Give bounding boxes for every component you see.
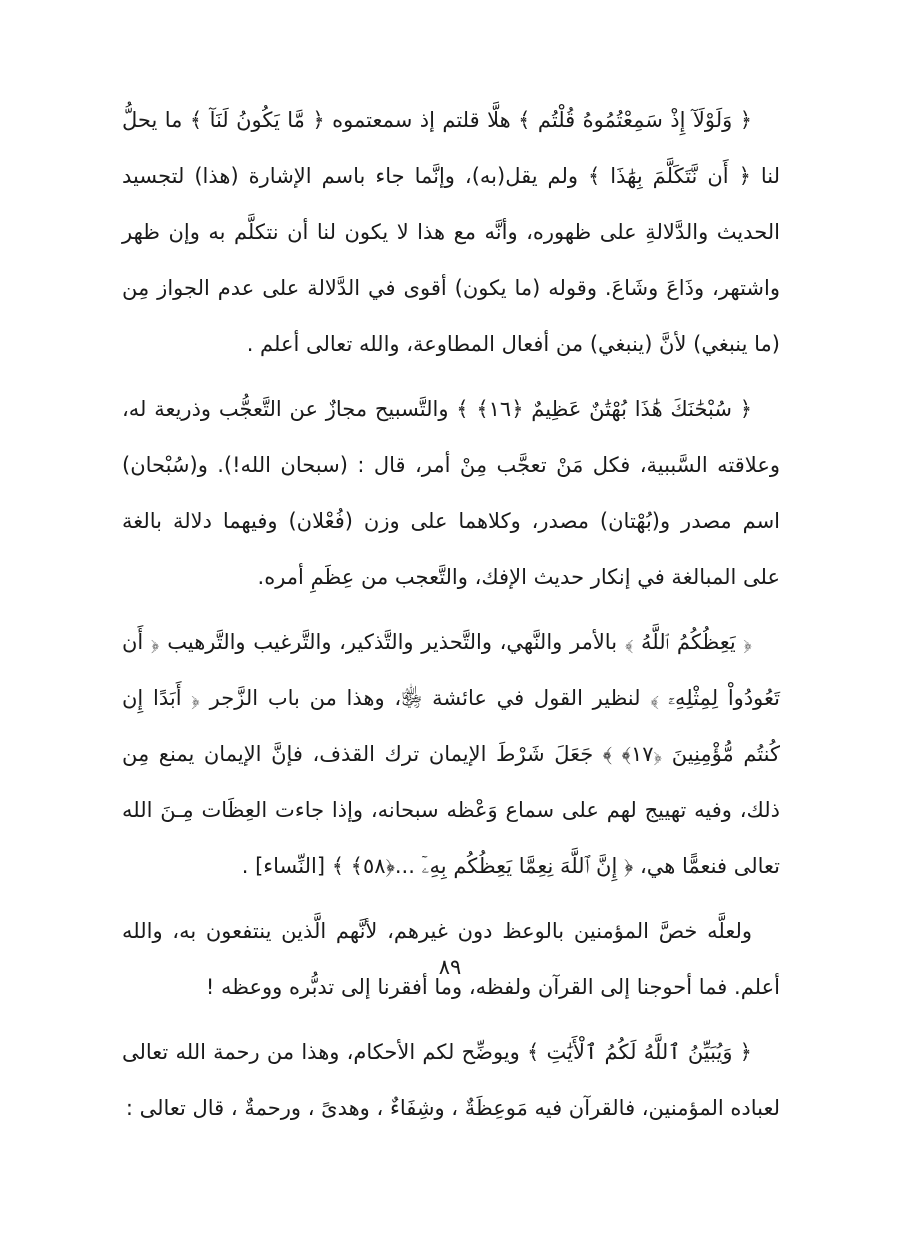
page-body: [122, 92, 780, 1136]
paragraph-1: ﴿ وَلَوْلَآ إِذْ سَمِعْتُمُوهُ قُلْتُم ﴾ هلَّا قلتم إذ سمعتموه ﴿ مَّا يَكُونُ لَنَآ ﴾ ما يحلُّ لنا ﴿ أَن نَّتَكَلَّمَ بِهَٰذَا ﴾ ولم يقل(به)، وإنَّما جاء باسم الإشارة (هذا) لتجسيد الحديث والدَّلالةِ على ظهوره، وأنَّه مع هذا لا يكون لنا أن نتكلَّم به وإن ظهر واشتهر، وذَاعَ وشَاعَ. وقوله (ما يكون) أقوى في الدَّلالة على عدم الجواز مِن (ما ينبغي) لأنَّ (ينبغي) من أفعال المطاوعة، والله تعالى أعلم .: [122, 108, 780, 356]
paragraph-4: ولعلَّه خصَّ المؤمنين بالوعظ دون غيرهم، لأنَّهم الَّذين ينتفعون به، والله أعلم. فما أحوجنا إلى القرآن ولفظه، وما أفقرنا إلى تدبُّره ووعظه !: [122, 919, 780, 999]
paragraph-3: ﴿ يَعِظُكُمُ ٱللَّهُ ﴾ بالأمر والنَّهي، والتَّحذير والتَّذكير، والتَّرغيب والتَّرهيب ﴿ أَن تَعُودُواْ لِمِثْلِهِۦٓ ﴾ لنظير القول في عائشة ﵂، وهذا من باب الزَّجر ﴿ أَبَدًا إِن كُنتُم مُّؤْمِنِينَ ﴿١٧﴾ ﴾ جَعَلَ شَرْطَ الإيمان ترك القذف، فإنَّ الإيمان يمنع مِن ذلك، وفيه تهييج لهم على سماع وَعْظه سبحانه، وإذا جاءت العِظَات مِـنَ الله تعالى فنعمًّا هي، ﴿ إِنَّ ٱللَّهَ نِعِمَّا يَعِظُكُم بِهِۦٓ ...﴿٥٨﴾ ﴾ [النِّساء] .: [122, 630, 780, 878]
page-number: ٨٩: [438, 955, 462, 979]
paragraph-5: ﴿ وَيُبَيِّنُ ٱللَّهُ لَكُمُ ٱلْأَيَٰتِ ﴾ ويوضِّح لكم الأحكام، وهذا من رحمة الله تعالى لعباده المؤمنين، فالقرآن فيه مَوعِظَةٌ ، وشِفَاءٌ ، وهدىً ، ورحمةٌ ، قال تعالى :: [122, 1040, 780, 1120]
paragraph-2: ﴿ سُبْحَٰنَكَ هَٰذَا بُهْتَٰنٌ عَظِيمٌ ﴿١٦﴾ ﴾ والتَّسبيح مجازٌ عن التَّعجُّب وذريعة له، وعلاقته السَّببية، فكل مَنْ تعجَّب مِنْ أمر، قال : (سبحان الله!). و(سُبْحان) اسم مصدر و(بُهْتان) مصدر، وكلاهما على وزن (فُعْلان) وفيهما دلالة بالغة على المبالغة في إنكار حديث الإفك، والتَّعجب من عِظَمِ أمره.: [122, 397, 780, 589]
